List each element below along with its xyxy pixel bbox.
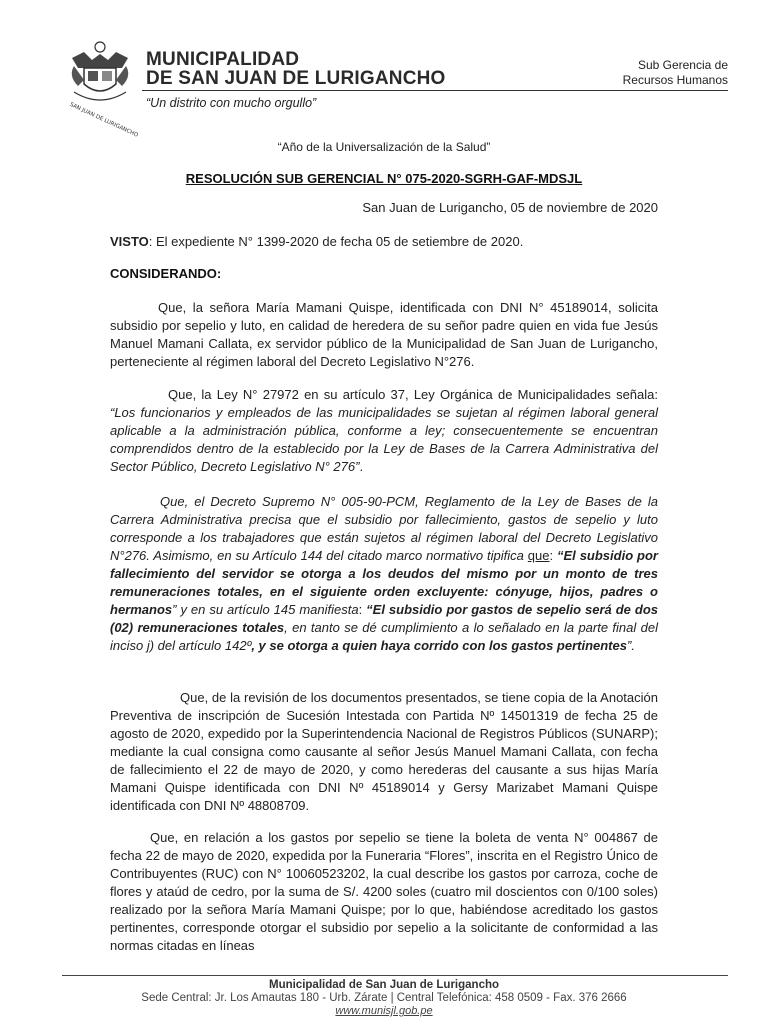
paragraph-3-que: que [527, 548, 550, 563]
paragraph-3-quote-145: “El subsidio por gastos de sepelio será de dos (02) remuneraciones totales [110, 602, 658, 635]
considerando-heading: CONSIDERANDO: [110, 266, 222, 281]
svg-text:SAN JUAN DE LURIGANCHO: SAN JUAN DE LURIGANCHO [68, 101, 139, 139]
department-line2: Recursos Humanos [622, 73, 728, 87]
paragraph-2-end: . [359, 459, 364, 474]
footer-organization: Municipalidad de San Juan de Lurigancho [268, 979, 500, 991]
department-line1: Sub Gerencia de [637, 58, 728, 72]
paragraph-2 [110, 386, 658, 476]
paragraph-4: Que, de la revisión de los documentos presentados, se tiene copia de la Anotación Preventiva de inscripción de Sucesión Intestada con Partida Nº 14501319 de fecha 25 de agosto de 2020, expedido por la Superintendencia Nacional de Registros Públicos (SUNARP); mediante la cual consigna como causante al señor Jesús Manuel Mamani Callata, con fecha de fallecimiento el 22 de mayo de 2020, y como herederas del causante a sus hijas María Mamani Quispe identificada con DNI Nº 45189014 y Gersy Marizabet Mamani Quispe identificada con DNI Nº 48808709. [110, 690, 658, 813]
resolution-title: RESOLUCIÓN SUB GERENCIAL N° 075-2020-SGRH-GAF-MDSJL [185, 171, 583, 186]
paragraph-3-middle: , en tanto se dé cumplimiento a lo señalado en la parte final del inciso j) del artículo 142º [110, 620, 658, 653]
year-motto: “Año de la Universalización de la Salud” [277, 140, 491, 154]
paragraph-1: Que, la señora María Mamani Quispe, identificada con DNI N° 45189014, solicita subsidio por sepelio y luto, en calidad de heredera de su señor padre quien en vida fue Jesús Manuel Mamani Callata, ex servidor público de la Municipalidad de San Juan de Lurigancho, perteneciente al régimen laboral del Decreto Legislativo N°276. [110, 300, 658, 369]
paragraph-3-manifiesta: manifiesta [299, 602, 359, 617]
paragraph-3-colon2: : [358, 602, 367, 617]
paragraph-3-quote-144: “El subsidio por fallecimiento del servidor se otorga a los deudos del mismo por un monto de tres remuneraciones totales, en el siguiente orden excluyente: cónyuge, hijos, padres o hermanos [110, 548, 658, 617]
visto-line [110, 234, 523, 249]
department-label [623, 58, 728, 88]
org-name-line1: MUNICIPALIDAD [146, 49, 300, 70]
paragraph-2-quote: “Los funcionarios y empleados de las municipalidades se sujetan al régimen laboral general aplicable a la administración pública, conforme a ley; consecuentemente se encuentran comprendidos dentro de la establecido por la Ley de Bases de la Carrera Administrativa del Sector Público, Decreto Legislativo N° 276” [110, 405, 658, 474]
paragraph-5: Que, en relación a los gastos por sepelio se tiene la boleta de venta N° 004867 de fecha 22 de mayo de 2020, expedida por la Funeraria “Flores”, inscrita en el Registro Único de Contribuyentes (RUC) con N° 10060523202, la cual describe los gastos por carroza, coche de flores y ataúd de cedro, por la suma de S/. 4200 soles (cuatro mil doscientos con 0/100 soles) realizado por la señora María Mamani Quispe; por lo que, habiéndose acreditado los gastos pertinentes, corresponde otorgar el subsidio por sepelio a la solicitante de conformidad a las normas citadas en líneas [110, 830, 658, 953]
paragraph-3 [110, 493, 658, 655]
organization-motto: “Un distrito con mucho orgullo” [146, 96, 317, 110]
footer-address: Sede Central: Jr. Los Amautas 180 - Urb. Zárate | Central Telefónica: 458 0509 - Fax. 376 2666 [141, 992, 627, 1004]
visto-label: VISTO [110, 234, 149, 249]
paragraph-3-intro: Que, el Decreto Supremo N° 005-90-PCM, Reglamento de la Ley de Bases de la Carrera Administrativa precisa que el subsidio por fallecimiento, gastos de sepelio y luto corresponde a los trabajadores que están sujetos al régimen laboral del Decreto Legislativo N°276. Asimismo, en su Artículo 144 del citado marco normativo tipifica [110, 494, 658, 563]
header-divider [142, 90, 728, 91]
footer-divider [62, 975, 728, 976]
paragraph-2-intro: Que, la Ley N° 27972 en su artículo 37, Ley Orgánica de Municipalidades señala: [168, 387, 658, 402]
municipal-crest-icon [64, 40, 139, 139]
org-name-line2: DE SAN JUAN DE LURIGANCHO [146, 68, 446, 89]
document-date: San Juan de Lurigancho, 05 de noviembre de 2020 [362, 200, 658, 215]
footer-website-link[interactable]: www.munisjl.gob.pe [335, 1005, 433, 1017]
paragraph-3-colon: : [549, 548, 558, 563]
paragraph-3-quote-end: , y se otorga a quien haya corrido con los gastos pertinentes [251, 638, 627, 653]
visto-text: : El expediente N° 1399-2020 de fecha 05 de setiembre de 2020. [148, 234, 524, 249]
organization-name [146, 50, 446, 88]
paragraph-3-connector: ” y en su artículo 145 [172, 602, 300, 617]
paragraph-3-close: ”. [626, 638, 635, 653]
